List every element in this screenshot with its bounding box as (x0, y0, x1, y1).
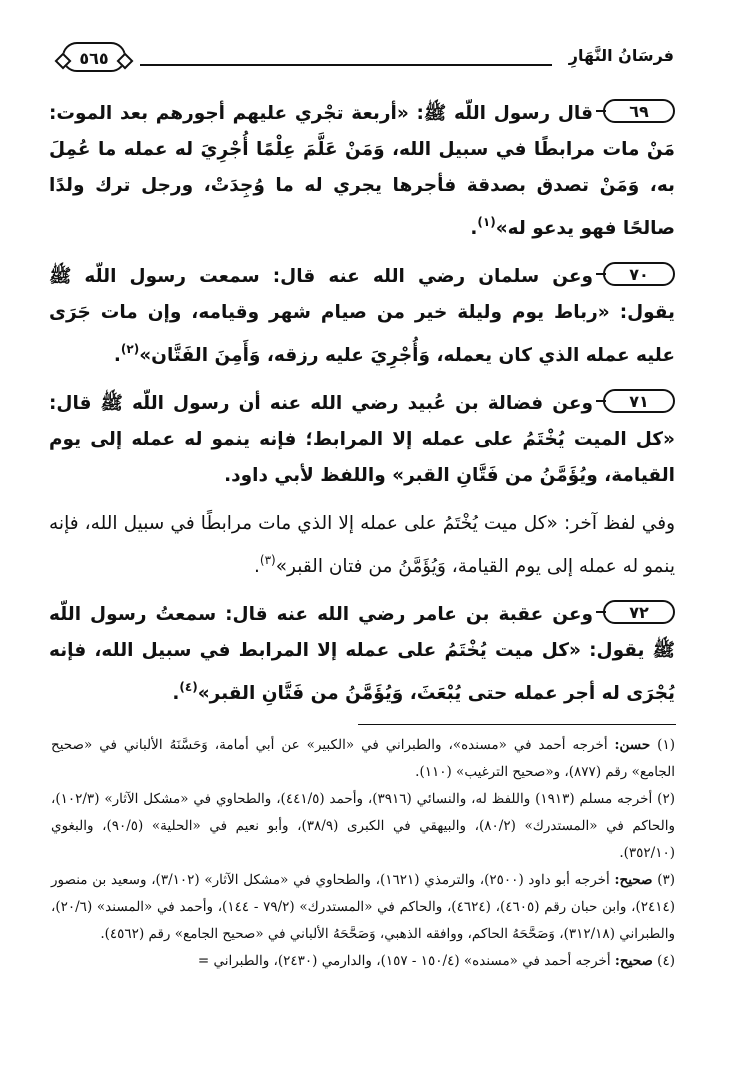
hadith-71 (49, 386, 675, 494)
hadith-number-badge: ٦٩ (603, 99, 675, 123)
other-wording-text: وفي لفظ آخر: «كل ميت يُخْتَمُ على عمله إلا الذي مات مرابطًا في سبيل الله، فإنه ينمو له عمله إلى يوم القيامة، وَيُؤَمَّنُ من فتان القبر» (49, 513, 675, 577)
footnote-ref: (٢) (120, 342, 140, 356)
footnotes (51, 732, 675, 975)
hadith-text: وعن فضالة بن عُبيد رضي الله عنه أن رسول اللّه ﷺ قال: «كل الميت يُخْتَمُ على عمله إلا المرابط؛ فإنه ينمو له عمله إلى يوم القيامة، ويُؤَمَّنُ من فَتَّانِ القبر» واللفظ لأبي داود. (49, 393, 675, 486)
hadith-number-badge: ٧١ (603, 389, 675, 413)
hadith-number-badge: ٧٠ (603, 262, 675, 286)
footnote-separator (358, 724, 676, 725)
footnote-grade: صحيح: (614, 872, 653, 888)
hadith-text: وعن سلمان رضي الله عنه قال: سمعت رسول اللّه ﷺ يقول: «رباط يوم وليلة خير من صيام شهر وقيامه، وإن مات جَرَى عليه عمله الذي كان يعمله، وَأُجْرِيَ عليه رزقه، وَأَمِنَ الفَتَّان» (49, 266, 675, 366)
footnote-ref: (٤) (179, 680, 198, 694)
footnote-grade: صحيح: (614, 953, 653, 969)
footnote-ref: (٣) (259, 553, 276, 567)
hadith-text: قال رسول اللّه ﷺ: «أربعة تجْري عليهم أجورهم بعد الموت: مَنْ مات مرابطًا في سبيل الله، وَمَنْ عَلَّمَ عِلْمًا أُجْرِيَ له عمله ما عُمِلَ به، وَمَنْ تصدق بصدقة فأجرها يجري له ما وُجِدَتْ، ورجل ترك ولدًا صالحًا فهو يدعو له» (49, 103, 675, 239)
footnote-text: أخرجه أبو داود (٢٥٠٠)، والترمذي (١٦٢١)، والطحاوي في «مشكل الآثار» (٣/١٠٢)، وسعيد بن منصور (٢٤١٤)، وابن حبان رقم (٤٦٠٥)، (٤٦٢٤)، والحاكم في «المستدرك» (٧٩/٢ - ١٤٤)، وأحمد في «المسند» (٢٠/٦)، والطبراني (٣١٢/١٨)، وَصَحَّحَهُ الحاكم، ووافقه الذهبي، وَصَحَّحَهُ الألباني في «صحيح الجامع» رقم (٤٥٦٢). (51, 872, 676, 942)
footnote-number: (١) (657, 737, 675, 753)
page-header (58, 36, 674, 84)
footnote-text: أخرجه أحمد في «مسنده» (١٥٠/٤ - ١٥٧)، والدارمي (٢٤٣٠)، والطبراني = (197, 953, 611, 969)
footnote-1 (51, 732, 675, 786)
footnote-number: (٣) (657, 872, 676, 888)
page-number: ٥٦٥ (62, 42, 126, 72)
footnote-ref: (١) (477, 215, 496, 229)
hadith-70: ٧٠وعن سلمان رضي الله عنه قال: سمعت رسول اللّه ﷺ يقول: «رباط يوم وليلة خير من صيام شهر وقيامه، وإن مات جَرَى عليه عمله الذي كان يعمله، وَأُجْرِيَ عليه رزقه، وَأَمِنَ الفَتَّان»$^{(٢)}$. (49, 259, 675, 374)
hadith-69: ٦٩قال رسول اللّه ﷺ: «أربعة تجْري عليهم أجورهم بعد الموت: مَنْ مات مرابطًا في سبيل الله، وَمَنْ عَلَّمَ عِلْمًا أُجْرِيَ له عمله ما عُمِلَ به، وَمَنْ تصدق بصدقة فأجرها يجري له ما وُجِدَتْ، ورجل ترك ولدًا صالحًا فهو يدعو له»$^{(١)}$. (49, 96, 675, 247)
header-rule (140, 64, 552, 66)
footnote-number: (٢) (657, 791, 675, 807)
footnote-3 (51, 867, 675, 948)
footnote-text: أخرجه مسلم (١٩١٣) واللفظ له، والنسائي (٣٩١٦)، وأحمد (٤٤١/٥)، والطحاوي في «مشكل الآثار» (١٠٢/٣)، والحاكم في «المستدرك» (٨٠/٢)، والبيهقي في الكبرى (٣٨/٩)، وأبو نعيم في «الحلية» (٩٠/٥)، والبغوي (٣٥٢/١٠). (51, 791, 675, 861)
hadith-number-badge: ٧٢ (603, 600, 675, 624)
hadith-72: ٧٢وعن عقبة بن عامر رضي الله عنه قال: سمعتُ رسول اللّه ﷺ يقول: «كل ميت يُخْتَمُ على عمله إلا المرابط في سبيل الله، فإنه يُجْرَى له أجر عمله حتى يُبْعَثَ، وَيُؤَمَّنُ من فَتَّانِ القبر»$^{(٤)}$. (49, 597, 675, 712)
main-text (49, 96, 675, 724)
footnote-2 (51, 786, 675, 867)
footnote-text: أخرجه أحمد في «مسنده»، والطبراني في «الكبير» عن أبي أمامة، وَحَسَّنَهُ الألباني في «صحيح الجامع» رقم (٨٧٧)، و«صحيح الترغيب» (١١٠). (51, 737, 675, 780)
other-wording: وفي لفظ آخر: «كل ميت يُخْتَمُ على عمله إلا الذي مات مرابطًا في سبيل الله، فإنه ينمو له عمله إلى يوم القيامة، وَيُؤَمَّنُ من فتان القبر»$^{(٣)}$. (49, 513, 675, 577)
running-title: فرسَانُ النَّهَارِ (568, 46, 674, 65)
footnote-4 (51, 948, 675, 975)
footnote-grade: حسن: (614, 737, 651, 753)
hadith-text: وعن عقبة بن عامر رضي الله عنه قال: سمعتُ رسول اللّه ﷺ يقول: «كل ميت يُخْتَمُ على عمله إلا المرابط في سبيل الله، فإنه يُجْرَى له أجر عمله حتى يُبْعَثَ، وَيُؤَمَّنُ من فَتَّانِ القبر» (49, 604, 675, 704)
footnote-number: (٤) (657, 953, 675, 969)
